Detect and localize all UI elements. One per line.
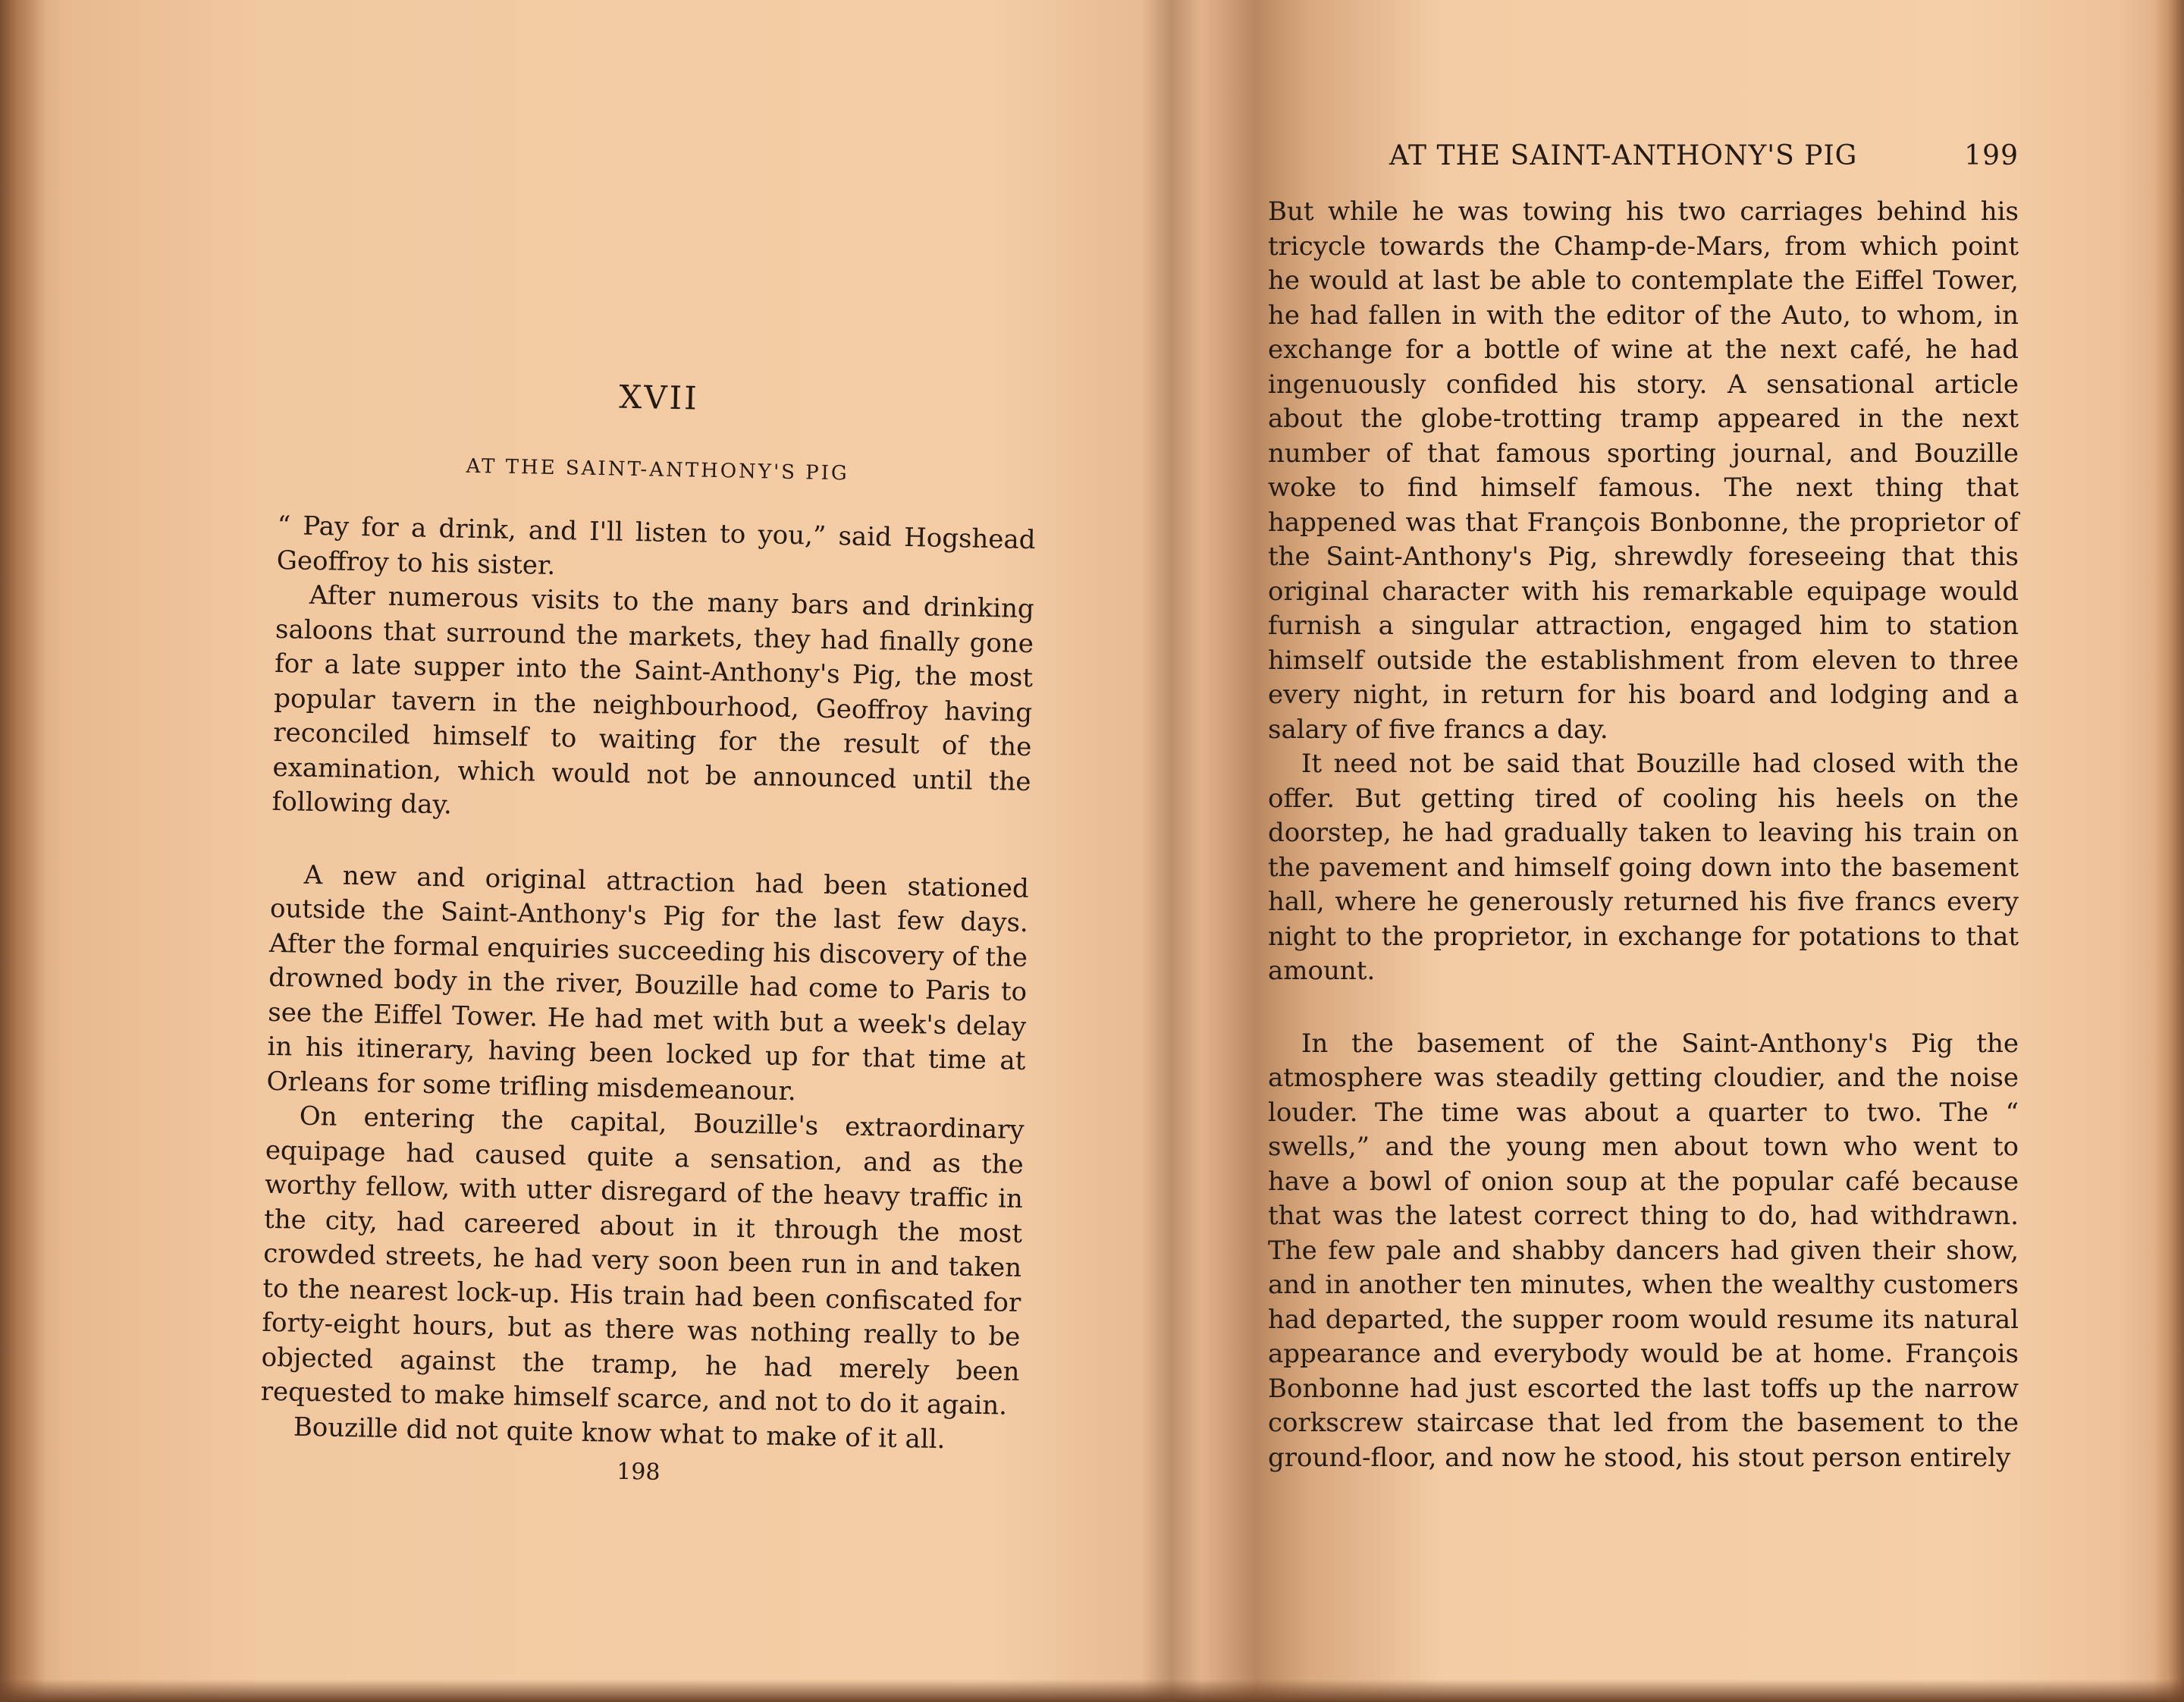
- right-page-edge: [2154, 0, 2184, 1702]
- paragraph: A new and original attraction had been stationed outside the Saint-Anthony's Pig for the last few days. After the formal enquiries succeeding his discovery of the drowned body in the river, Bouzille had come to Paris to see the Eiffel Tower. He had met with but a week's delay in his itinerary, having been locked up for that time at Orleans for some trifling misdemeanour.: [266, 859, 1030, 1107]
- paragraph: “ Pay for a drink, and I'll listen to you,” said Hogshead Geoffroy to his sister.: [276, 510, 1036, 581]
- page-number: 198: [616, 1458, 661, 1486]
- chapter-number: XVII: [618, 378, 700, 417]
- running-head-title: AT THE SAINT-ANTHONY'S PIG: [1389, 140, 1858, 171]
- chapter-title: AT THE SAINT-ANTHONY'S PIG: [466, 454, 850, 485]
- page-number: 199: [1964, 140, 2019, 171]
- paragraph: Bouzille did not quite know what to make of it all.: [293, 1412, 946, 1455]
- left-page: [259, 356, 1039, 1493]
- paragraph: On entering the capital, Bouzille's extraordinary equipage had caused quite a sensation, and as the worthy fellow, with utter disregard of the heavy traffic in the city, had careered about in it through the most crowded streets, he had very soon been run in and taken to the nearest lock-up. His train had been confiscated for forty-eight hours, but as there was nothing really to be objected against the tramp, he had merely been requested to make himself scarce, and not to do it again.: [260, 1101, 1025, 1421]
- left-page-edge: [0, 0, 46, 1702]
- bottom-page-edge: [0, 1679, 2184, 1702]
- running-head: [1268, 140, 2019, 186]
- paragraph: In the basement of the Saint-Anthony's Pig the atmosphere was steadily getting cloudier, and the noise louder. The time was about a quarter to two. The “ swells,” and the young men about town who went to have a bowl of onion soup at the popular café because that was the latest correct thing to do, had withdrawn. The few pale and shabby dancers had given their show, and in another ten minutes, when the wealthy customers had departed, the supper room would resume its natural appearance and everybody would be at home. François Bonbonne had just escorted the last toffs up the narrow corkscrew staircase that led from the basement to the ground-floor, and now he stood, his stout person entirely: [1268, 1028, 2019, 1473]
- book-gutter: [1141, 0, 1202, 1702]
- paragraph: But while he was towing his two carriages behind his tricycle towards the Champ-de-Mars, from which point he would at last be able to contemplate the Eiffel Tower, he had fallen in with the editor of the Auto, to whom, in exchange for a bottle of wine at the next café, he had ingenuously confided his story. A sensational article about the globe-trotting tramp appeared in the next number of that famous sporting journal, and Bouzille woke to find himself famous. The next thing that happened was that François Bonbonne, the proprietor of the Saint-Anthony's Pig, shrewdly foreseeing that this original character with his remarkable equipage would furnish a singular attraction, engaged him to station himself outside the establishment from eleven to three every night, in return for his board and lodging and a salary of five francs a day.: [1268, 196, 2019, 745]
- paragraph: It need not be said that Bouzille had closed with the offer. But getting tired of cooling his heels on the doorstep, he had gradually taken to leaving his train on the pavement and himself going down into the basement hall, where he generously returned his five francs every night to the proprietor, in exchange for potations to that amount.: [1268, 749, 2019, 986]
- right-page: [1268, 140, 2019, 1475]
- paragraph: After numerous visits to the many bars and drinking saloons that surround the markets, they had finally gone for a late supper into the Saint-Anthony's Pig, the most popular tavern in the neighbourhood, Geoffroy having reconciled himself to waiting for the result of the examination, which would not be announced until the following day.: [271, 579, 1035, 821]
